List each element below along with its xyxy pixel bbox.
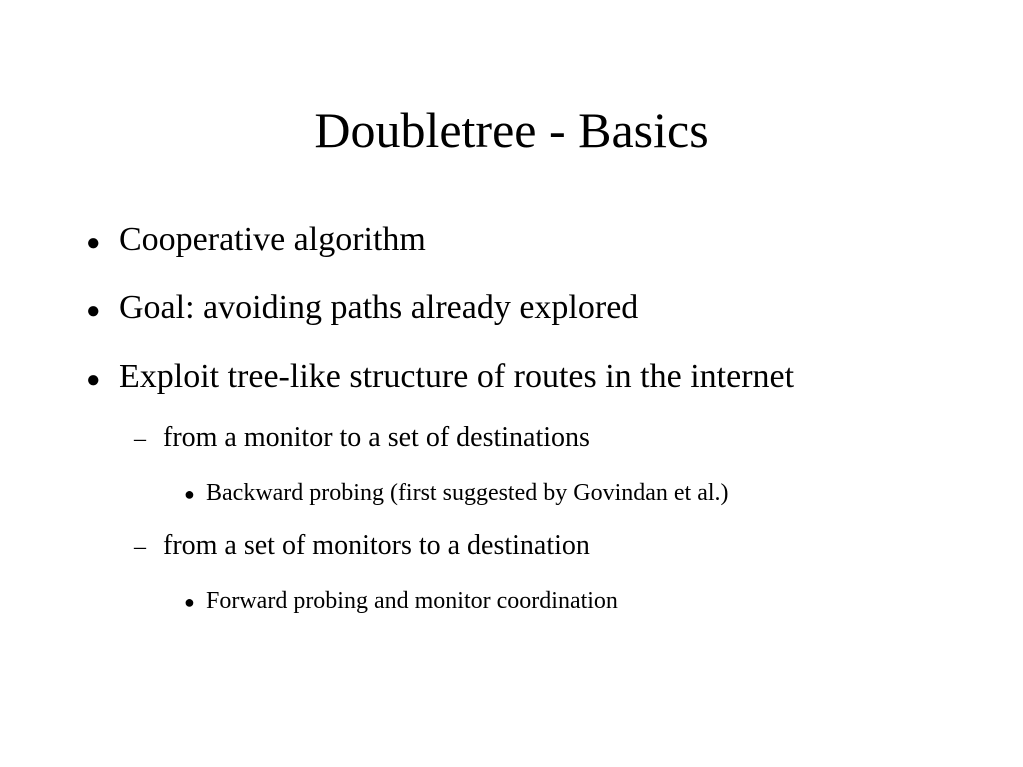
sub-sub-bullet-text: Backward probing (first suggested by Govindan et al.) [206, 480, 729, 506]
dash-icon: – [134, 426, 146, 452]
bullet-text: Cooperative algorithm [119, 221, 426, 258]
bullet-item [86, 220, 426, 263]
bullet-item [86, 288, 638, 331]
bullet-dot-icon: ● [184, 484, 195, 504]
sub-bullet-text: from a set of monitors to a destination [163, 530, 590, 561]
slide-title: Doubletree - Basics [314, 102, 709, 158]
bullet-item [86, 357, 794, 400]
sub-sub-bullet-item [184, 478, 729, 509]
bullet-text: Exploit tree-like structure of routes in the internet [119, 358, 795, 395]
bullet-dot-icon: ● [86, 230, 101, 256]
dash-icon: – [134, 534, 146, 560]
sub-sub-bullet-text: Forward probing and monitor coordination [206, 588, 618, 614]
bullet-text: Goal: avoiding paths already explored [119, 289, 639, 326]
bullet-dot-icon: ● [184, 592, 195, 612]
bullet-dot-icon: ● [86, 298, 101, 324]
bullet-dot-icon: ● [86, 367, 101, 393]
sub-bullet-item [134, 421, 590, 456]
sub-bullet-item [134, 529, 590, 564]
sub-bullet-text: from a monitor to a set of destinations [163, 422, 590, 453]
sub-sub-bullet-item [184, 586, 618, 617]
